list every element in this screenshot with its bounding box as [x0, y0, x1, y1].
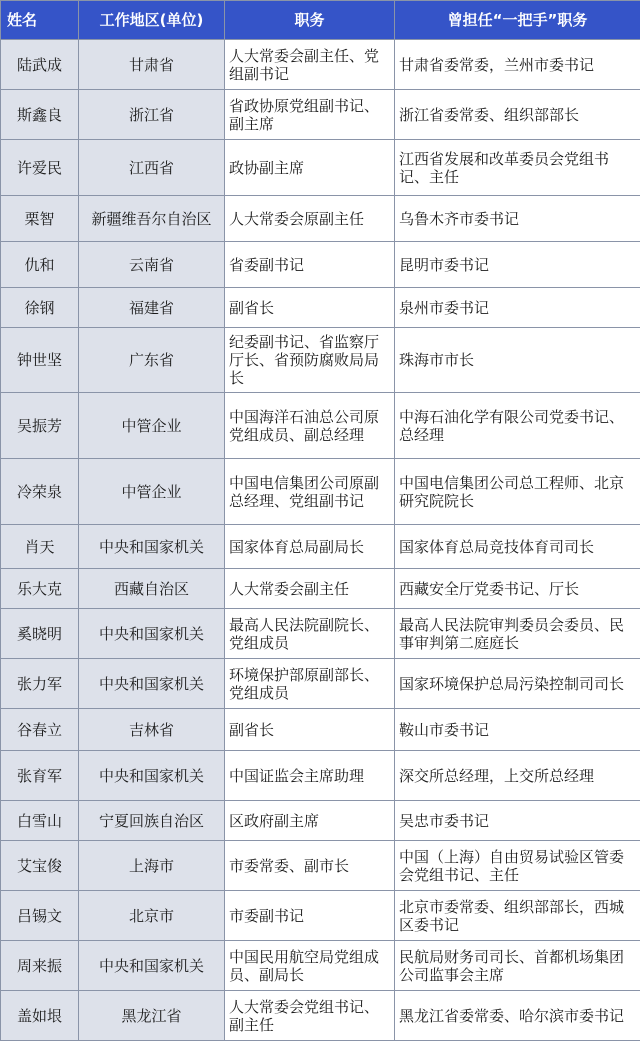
cell-region: 甘肃省	[79, 40, 225, 90]
cell-region: 新疆维吾尔自治区	[79, 196, 225, 242]
header-previous: 曾担任“一把手”职务	[395, 1, 640, 40]
cell-region: 中央和国家机关	[79, 751, 225, 801]
cell-position: 人大常委会副主任、党组副书记	[225, 40, 395, 90]
table-row	[1, 393, 640, 459]
cell-previous: 泉州市委书记	[395, 288, 640, 328]
cell-previous: 甘肃省委常委，兰州市委书记	[395, 40, 640, 90]
cell-previous: 黑龙江省委常委、哈尔滨市委书记	[395, 991, 640, 1041]
table-row	[1, 40, 640, 90]
cell-position: 国家体育总局副局长	[225, 525, 395, 569]
cell-name: 吕锡文	[1, 891, 79, 941]
cell-region: 中管企业	[79, 393, 225, 459]
table-row	[1, 941, 640, 991]
cell-region: 中央和国家机关	[79, 525, 225, 569]
cell-position: 环境保护部原副部长、党组成员	[225, 659, 395, 709]
cell-position: 市委副书记	[225, 891, 395, 941]
cell-position: 纪委副书记、省监察厅厅长、省预防腐败局局长	[225, 328, 395, 393]
cell-previous: 国家环境保护总局污染控制司司长	[395, 659, 640, 709]
cell-previous: 昆明市委书记	[395, 242, 640, 288]
cell-name: 钟世坚	[1, 328, 79, 393]
cell-region: 上海市	[79, 841, 225, 891]
cell-previous: 江西省发展和改革委员会党组书记、主任	[395, 140, 640, 196]
cell-position: 中国民用航空局党组成员、副局长	[225, 941, 395, 991]
cell-position: 区政府副主席	[225, 801, 395, 841]
table-row	[1, 709, 640, 751]
cell-position: 中国电信集团公司原副总经理、党组副书记	[225, 459, 395, 525]
table-row	[1, 891, 640, 941]
cell-name: 白雪山	[1, 801, 79, 841]
cell-name: 徐钢	[1, 288, 79, 328]
table-row	[1, 196, 640, 242]
cell-name: 陆武成	[1, 40, 79, 90]
cell-name: 冷荣泉	[1, 459, 79, 525]
cell-previous: 深交所总经理，上交所总经理	[395, 751, 640, 801]
cell-name: 奚晓明	[1, 609, 79, 659]
header-position: 职务	[225, 1, 395, 40]
cell-region: 黑龙江省	[79, 991, 225, 1041]
cell-region: 中央和国家机关	[79, 659, 225, 709]
cell-name: 张育军	[1, 751, 79, 801]
table-row	[1, 991, 640, 1041]
cell-position: 政协副主席	[225, 140, 395, 196]
cell-region: 宁夏回族自治区	[79, 801, 225, 841]
cell-position: 副省长	[225, 709, 395, 751]
cell-position: 中国证监会主席助理	[225, 751, 395, 801]
cell-region: 福建省	[79, 288, 225, 328]
cell-previous: 珠海市市长	[395, 328, 640, 393]
cell-position: 人大常委会党组书记、副主任	[225, 991, 395, 1041]
cell-position: 省委副书记	[225, 242, 395, 288]
cell-name: 肖天	[1, 525, 79, 569]
table-row	[1, 242, 640, 288]
table-row	[1, 801, 640, 841]
cell-name: 艾宝俊	[1, 841, 79, 891]
cell-name: 周来振	[1, 941, 79, 991]
table-row	[1, 90, 640, 140]
cell-position: 人大常委会副主任	[225, 569, 395, 609]
table-body	[1, 40, 640, 1041]
cell-previous: 西藏安全厅党委书记、厅长	[395, 569, 640, 609]
cell-name: 谷春立	[1, 709, 79, 751]
cell-region: 吉林省	[79, 709, 225, 751]
header-region: 工作地区(单位)	[79, 1, 225, 40]
table-row	[1, 569, 640, 609]
cell-previous: 最高人民法院审判委员会委员、民事审判第二庭庭长	[395, 609, 640, 659]
cell-previous: 北京市委常委、组织部部长，西城区委书记	[395, 891, 640, 941]
cell-previous: 中海石油化学有限公司党委书记、总经理	[395, 393, 640, 459]
cell-previous: 中国（上海）自由贸易试验区管委会党组书记、主任	[395, 841, 640, 891]
cell-position: 中国海洋石油总公司原党组成员、副总经理	[225, 393, 395, 459]
cell-name: 斯鑫良	[1, 90, 79, 140]
table-row	[1, 609, 640, 659]
cell-region: 云南省	[79, 242, 225, 288]
cell-region: 广东省	[79, 328, 225, 393]
cell-previous: 浙江省委常委、组织部部长	[395, 90, 640, 140]
cell-name: 栗智	[1, 196, 79, 242]
cell-position: 省政协原党组副书记、副主席	[225, 90, 395, 140]
cell-position: 人大常委会原副主任	[225, 196, 395, 242]
header-name: 姓名	[1, 1, 79, 40]
table-row	[1, 751, 640, 801]
cell-name: 张力军	[1, 659, 79, 709]
table-row	[1, 525, 640, 569]
cell-position: 市委常委、副市长	[225, 841, 395, 891]
cell-previous: 乌鲁木齐市委书记	[395, 196, 640, 242]
table-row	[1, 288, 640, 328]
cell-region: 中管企业	[79, 459, 225, 525]
table-row	[1, 659, 640, 709]
cell-previous: 国家体育总局竞技体育司司长	[395, 525, 640, 569]
table-row	[1, 841, 640, 891]
cell-region: 北京市	[79, 891, 225, 941]
cell-name: 吴振芳	[1, 393, 79, 459]
cell-region: 中央和国家机关	[79, 609, 225, 659]
cell-name: 盖如垠	[1, 991, 79, 1041]
cell-name: 乐大克	[1, 569, 79, 609]
header-row	[1, 1, 640, 40]
cell-previous: 鞍山市委书记	[395, 709, 640, 751]
table-row	[1, 140, 640, 196]
table-row	[1, 328, 640, 393]
cell-previous: 吴忠市委书记	[395, 801, 640, 841]
cell-previous: 民航局财务司司长、首都机场集团公司监事会主席	[395, 941, 640, 991]
cell-region: 中央和国家机关	[79, 941, 225, 991]
cell-position: 副省长	[225, 288, 395, 328]
cell-name: 许爱民	[1, 140, 79, 196]
cell-position: 最高人民法院副院长、党组成员	[225, 609, 395, 659]
cell-region: 浙江省	[79, 90, 225, 140]
cell-name: 仇和	[1, 242, 79, 288]
table-row	[1, 459, 640, 525]
cell-previous: 中国电信集团公司总工程师、北京研究院院长	[395, 459, 640, 525]
cell-region: 江西省	[79, 140, 225, 196]
cell-region: 西藏自治区	[79, 569, 225, 609]
